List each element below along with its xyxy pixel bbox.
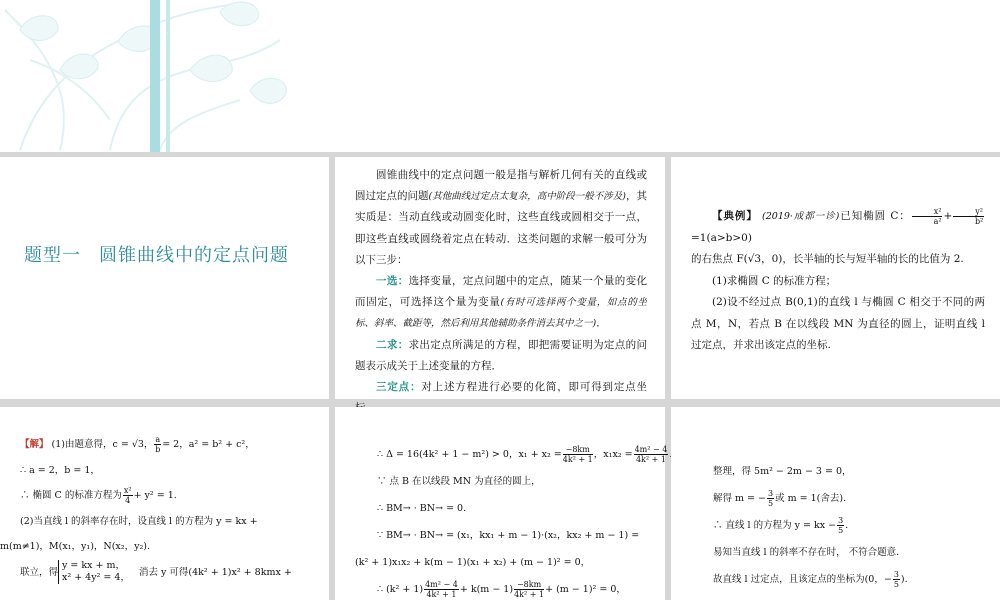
sol-line-2: ∴ a = 2，b = 1， — [20, 464, 100, 476]
last-text: (0，− — [864, 574, 892, 585]
frac-num: 4m² − 4 — [425, 580, 458, 589]
sol-line-5: m(m≠1)，M(x₁，y₁)，N(x₂，y₂). — [0, 541, 151, 552]
fraction-3 — [424, 580, 459, 599]
frac-den: a² — [933, 216, 942, 226]
last-text: . — [845, 520, 849, 531]
solution-part-1 — [0, 432, 312, 585]
panel-title — [0, 157, 329, 399]
sol-text: 消去 y 可得(4k² + 1)x² + 8kmx + — [139, 566, 292, 578]
last-line-4: 易知当直线 l 的斜率不存在时， 不符合题意. — [713, 547, 900, 558]
fraction-x2-a2 — [912, 207, 943, 226]
system-eq-1: y = kx + m， — [62, 560, 126, 571]
solution-label: 【解】 — [20, 439, 49, 450]
mid-line-3: ∴ BM→ · BN→ = 0. — [377, 503, 467, 514]
step-3-text: 对上述方程进行必要的化简，即可得到定点坐 — [421, 381, 648, 394]
frac-den: 4k² + 1 — [562, 455, 593, 464]
mid-line-4: ∵ BM→ · BN→ = (x₁，kx₁ + m − 1)·(x₂，kx₂ + m − 1) = — [377, 530, 640, 541]
last-text: 故直线 l 过定点，且该定点的坐标为 — [713, 574, 865, 585]
frac-den: 4k² + 1 — [635, 455, 666, 464]
intro-sentence: 圆锥曲线中的定点问题一般是指与解析几何有关的直线或圆过定点的问题 — [355, 169, 647, 203]
panel-intro — [335, 157, 665, 399]
example-line-1 — [691, 206, 985, 249]
question-1: (1)求椭圆 C 的标准方程； — [712, 274, 837, 287]
sol-text: (1)由题意得，c = √3， — [51, 439, 154, 450]
last-line-5 — [713, 566, 995, 593]
frac-den: b — [155, 445, 161, 454]
system-eq-2: x² + 4y² = 4， — [62, 572, 130, 583]
frac-den: 4k² + 1 — [514, 590, 545, 599]
fraction-3-5 — [837, 516, 844, 535]
last-line-2 — [713, 485, 995, 512]
solution-part-2 — [355, 441, 668, 603]
fraction-3-5 — [767, 489, 774, 508]
mid-text: ∴ (k² + 1) — [377, 584, 424, 595]
frac-den: 5 — [768, 499, 774, 508]
content-grid — [0, 152, 1000, 600]
sol-text: 联立，得 — [20, 566, 59, 578]
frac-den: 5 — [893, 580, 899, 589]
frac-den: 4 — [125, 496, 131, 505]
fraction-product — [634, 445, 669, 464]
mid-text: + (m − 1)² = 0， — [545, 584, 626, 595]
panel-solution-3 — [671, 407, 1000, 600]
fraction-x2-4 — [123, 486, 133, 505]
mid-line-5: (k² + 1)x₁x₂ + k(m − 1)(x₁ + x₂) + (m − 1)² = 0， — [355, 557, 591, 568]
frac-den: 5 — [838, 526, 844, 535]
frac-num: x² — [123, 486, 132, 495]
section-heading: 圆锥曲线中的定点问题 — [99, 245, 289, 266]
panel-solution-1 — [0, 407, 329, 600]
step-1 — [355, 271, 647, 335]
fraction-y2-b2 — [953, 207, 984, 226]
step-2 — [355, 335, 647, 377]
last-text: ∴ 直线 l 的方程为 y = kx − — [713, 520, 837, 531]
section-label: 题型一 — [24, 245, 81, 266]
mid-line-6 — [377, 576, 655, 603]
frac-den: b² — [974, 216, 984, 226]
step-3-keyword: 三定点： — [376, 381, 422, 394]
sol-text: + y² = 1. — [133, 490, 177, 501]
intro-tail: ，其实质是：当动直线或动圆变化时，这些直线或圆相交于一点，即这些直线或圆绕着定点在转动．这类问题的求解一般可分为以下三步： — [355, 190, 648, 266]
step-2-keyword: 二求： — [376, 338, 409, 351]
sol-line-3 — [20, 483, 312, 509]
step-1-text: 选择变量，定点问题中的定点，随某一个量的变化而固定，可选择这个量为变量 — [355, 275, 647, 309]
frac-num: 4m² − 4 — [634, 445, 668, 454]
example-label: 【典例】 — [712, 210, 758, 222]
tree-decoration-graphic — [0, 0, 1000, 152]
sol-line-6 — [20, 560, 312, 586]
sol-text: ∴ 椭圆 C 的标准方程为 — [20, 490, 122, 501]
frac-num: a — [155, 435, 161, 444]
fraction-4 — [514, 580, 544, 599]
step-1-note: (有时可选择两个变量，如点的坐标、斜率、截距等，然后利用其他辅助条件消去其中之一) — [355, 297, 647, 330]
step-1-keyword: 一选： — [376, 275, 409, 288]
last-text: 或 m = 1(舍去). — [775, 493, 847, 504]
last-line-1: 整理，得 5m² − 2m − 3 = 0， — [713, 466, 852, 477]
step-1-end: ． — [596, 317, 607, 330]
intro-text — [355, 165, 647, 419]
intro-note: (其他曲线过定点太复杂，高中阶段一般不涉及) — [428, 191, 626, 203]
mid-line-1 — [377, 441, 668, 468]
section-title — [24, 241, 307, 267]
last-text: 解得 m = − — [713, 493, 766, 504]
example-line-2: 的右焦点 F(√3，0)，长半轴的长与短半轴的长的比值为 2. — [691, 253, 964, 265]
plus-sign: + — [943, 210, 953, 222]
sol-text: = 2，a² = b² + c²， — [162, 439, 255, 450]
mid-text: ，x₁x₂ = — [593, 449, 633, 460]
frac-num: y² — [953, 207, 984, 217]
frac-num: −8km — [514, 580, 544, 590]
example-text-a: 已知椭圆 C： — [839, 210, 911, 222]
fraction-3-5 — [893, 570, 900, 589]
frac-num: −8km — [563, 445, 593, 455]
solution-part-3 — [713, 458, 995, 593]
fraction-a-b — [154, 435, 161, 454]
frac-num: 3 — [893, 570, 899, 579]
panel-example — [671, 157, 1000, 399]
header-banner — [0, 0, 1000, 152]
question-2: (2)设不经过点 B(0,1)的直线 l 与椭圆 C 相交于不同的两点 M，N，若点 B 在以线段 MN 为直径的圆上，证明直线 l 过定点，并求出该定点的坐标. — [691, 296, 985, 351]
accent-bar-2 — [166, 0, 170, 152]
equation-system — [58, 560, 130, 584]
frac-num: x² — [912, 207, 943, 217]
intro-paragraph — [355, 165, 647, 271]
sol-line-1 — [20, 432, 312, 458]
accent-bar-1 — [150, 0, 160, 152]
last-text: ). — [900, 574, 908, 585]
frac-num: 3 — [838, 516, 844, 525]
mid-text: + k(m − 1) — [459, 584, 514, 595]
example-text-b: =1(a>b>0) — [691, 231, 752, 244]
frac-num: 3 — [768, 489, 774, 498]
last-line-3 — [713, 512, 995, 539]
step-2-text: 求出定点所满足的方程，即把需要证明为定点的问题表示成关于上述变量的方程． — [355, 338, 647, 372]
sol-line-4: (2)当直线 l 的斜率存在时，设直线 l 的方程为 y = kx + — [20, 515, 258, 527]
mid-line-2: ∵ 点 B 在以线段 MN 为直径的圆上， — [377, 476, 541, 487]
frac-den: 4k² + 1 — [426, 590, 457, 599]
mid-text: ∴ Δ = 16(4k² + 1 − m²) > 0，x₁ + x₂ = — [377, 449, 562, 460]
fraction-sum — [563, 445, 593, 464]
panel-solution-2 — [335, 407, 668, 600]
example-problem — [691, 206, 985, 357]
example-source: (2019·成都一诊) — [762, 211, 840, 222]
